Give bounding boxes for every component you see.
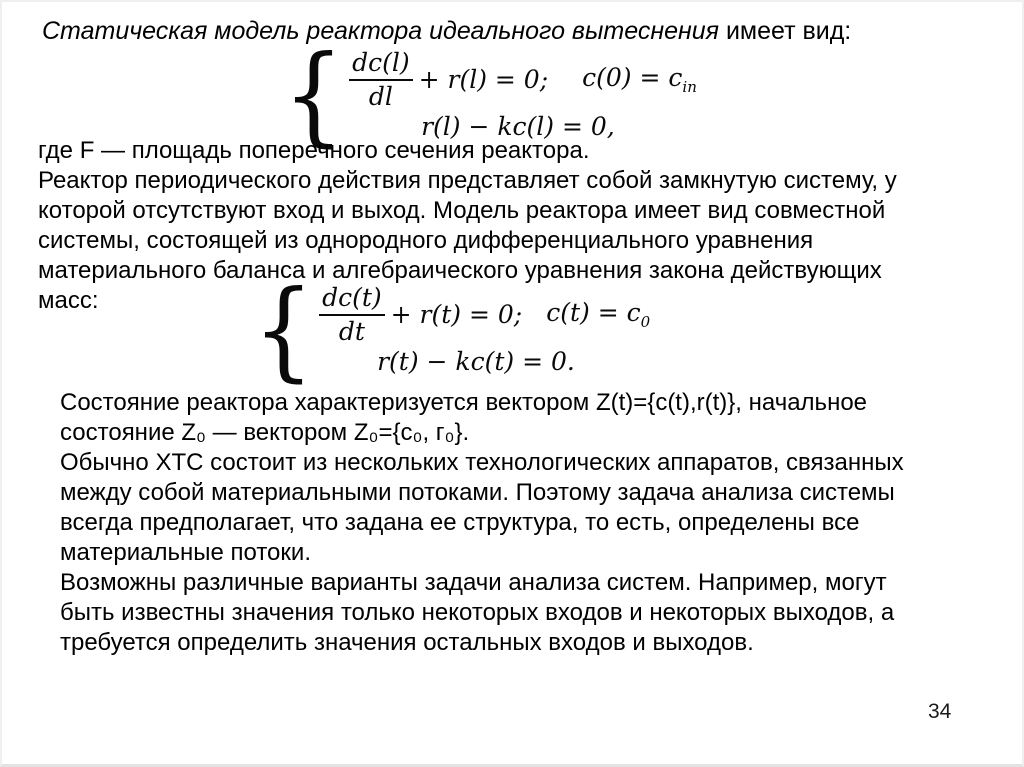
text-line: Обычно ХТС состоит из нескольких технологических аппаратов, связанных: [60, 449, 904, 476]
text-line-rest: представляет собой замкнутую систему, у: [420, 167, 897, 194]
fraction: [319, 283, 385, 346]
initial-condition: [546, 298, 650, 331]
fraction-numerator: dc(l): [349, 48, 413, 81]
formula-row-1: [319, 283, 650, 346]
formula-row-2: r(l) − kc(l) = 0,: [421, 112, 615, 141]
text-line: между собой материальными потоками. Поэтому задача анализа системы: [60, 479, 895, 506]
fraction: [349, 48, 413, 111]
formula-plug-flow-reactor: { $\frac{dc(l)}{dl}$ + r(l) = 0; $c(0) = c_{in}$ r(l) − kc(l) = 0,: [283, 31, 697, 158]
title-italic-part: Статическая модель реактора идеального вытеснения: [42, 17, 719, 45]
fraction-denominator: dl: [368, 82, 393, 111]
fraction-numerator: dc(t): [319, 283, 385, 316]
page-number: 34: [928, 700, 952, 723]
text-line: всегда предполагает, что задана ее структура, то есть, определены все: [60, 509, 860, 536]
text-line: которой отсутствуют вход и выход. Модель реактора имеет вид совместной: [38, 197, 886, 224]
text-line: [38, 166, 897, 196]
equation-left: + r(t) = 0;: [390, 300, 523, 329]
text-line: системы, состоящей из однородного дифференциального уравнения: [38, 227, 814, 254]
condition-base: c(t) = c: [546, 298, 641, 327]
text-line: состояние Z₀ — вектором Z₀={c₀, г₀}.: [60, 419, 470, 446]
formula-body: [349, 48, 697, 141]
text-line: Состояние реактора характеризуется вектором Z(t)={c(t),r(t)}, начальное: [60, 389, 868, 416]
formula-body: [319, 283, 650, 376]
formula-batch-reactor: { $\frac{dc(t)}{dt}$ + r(t) = 0; $c(t) = c_0$ r(t) − kc(t) = 0.: [253, 266, 651, 393]
title-regular-part: имеет вид:: [719, 17, 852, 45]
initial-condition: [582, 63, 697, 96]
slide-title: [42, 16, 851, 46]
formula-row-2: r(t) − kc(t) = 0.: [377, 347, 575, 376]
condition-subscript: 0: [640, 313, 651, 331]
condition-base: c(0) = c: [582, 63, 683, 92]
fraction-denominator: dt: [338, 317, 365, 346]
text-line: где F — площадь поперечного сечения реактора.: [38, 137, 590, 164]
equation-left: + r(l) = 0;: [418, 65, 549, 94]
text-line: материальные потоки.: [60, 539, 311, 566]
batch-reactor-term: Реактор периодического действия: [38, 167, 421, 194]
formula-row-1: [349, 48, 697, 111]
paragraph-block-2: [60, 388, 904, 658]
text-line: требуется определить значения остальных входов и выходов.: [60, 629, 754, 656]
text-line: масс:: [38, 287, 99, 314]
text-line: материального баланса и алгебраического уравнения закона действующих: [38, 257, 882, 284]
text-line: быть известны значения только некоторых входов и некоторых выходов, а: [60, 599, 895, 626]
condition-subscript: in: [682, 78, 697, 96]
text-line: Возможны различные варианты задачи анализа систем. Например, могут: [60, 569, 887, 596]
